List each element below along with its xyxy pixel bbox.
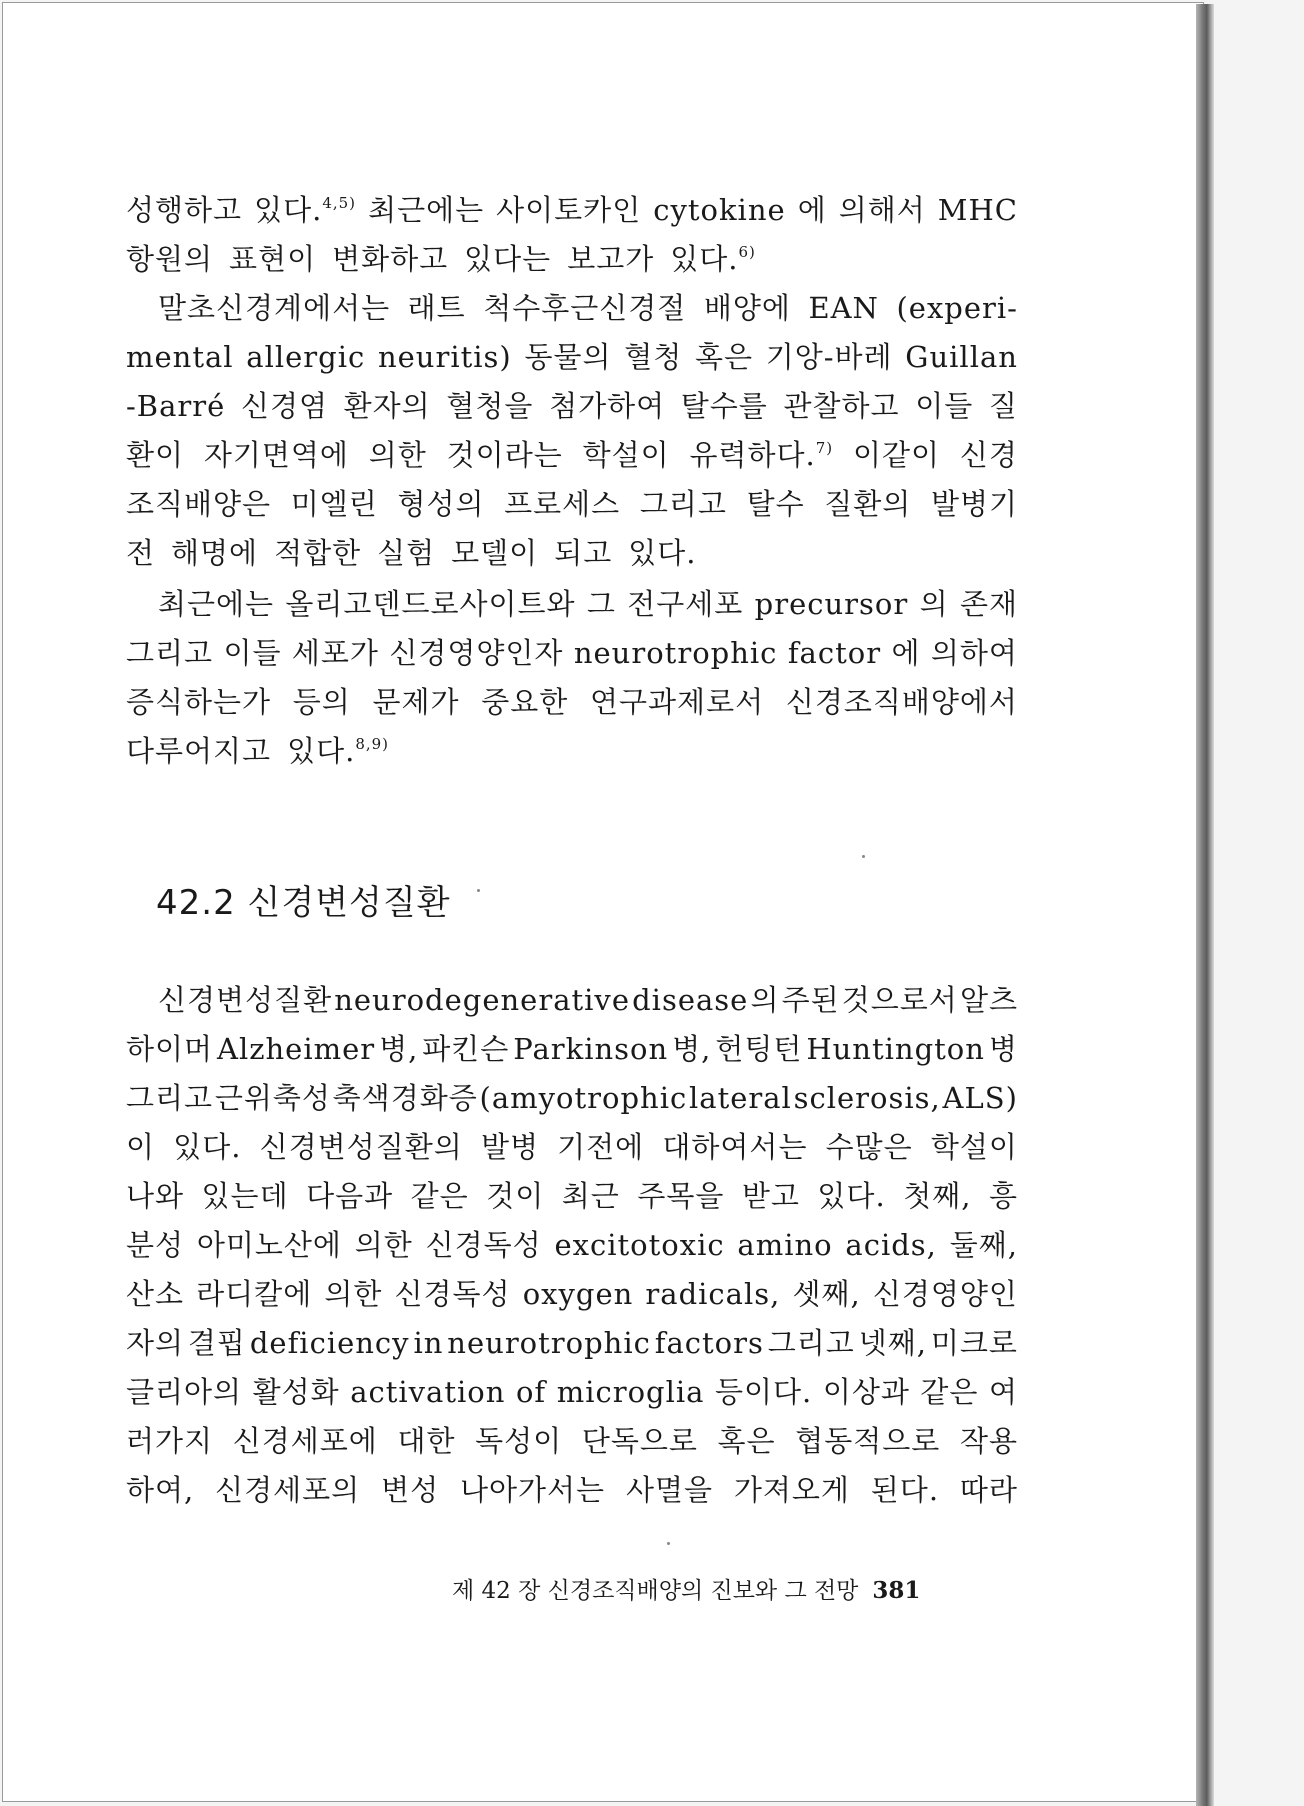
word: 주목을 [637,1179,725,1213]
text-line [126,186,1018,235]
word: 있다.$^{4,5)}$ [254,193,357,227]
word: 협동적으로 [795,1424,941,1458]
word: 다음과 [306,1179,394,1213]
word: ALS) [942,1081,1018,1115]
paragraph-4 [126,976,1018,1515]
section-heading: 42.2 신경변성질환 [156,883,451,923]
word: acids, [845,1228,937,1262]
text-line [126,1025,1018,1074]
word: 라디칼에 [196,1277,313,1311]
word: 알츠 [959,983,1018,1017]
word: 되고 [554,536,613,570]
word: 같은 [410,1179,469,1213]
text-line [126,1368,1018,1417]
word: 있다. [628,536,697,570]
page-edge-shadow [1196,4,1214,1806]
text-line [126,1270,1018,1319]
word: 등이다. [715,1375,813,1409]
word: 그리고 [639,487,727,521]
word: 유력하다.$^{7)}$ [689,438,834,472]
word: precursor [754,587,909,621]
word: 탈수를 [680,389,768,423]
word: 독성이 [475,1424,563,1458]
text-line [126,1466,1018,1515]
word: neurodegenerative [334,983,630,1017]
text-line [126,1417,1018,1466]
word: 의한 [354,1228,413,1262]
text-line [126,1074,1018,1123]
word: 이들 [223,636,282,670]
text-line [126,976,1018,1025]
word: mental [126,340,234,374]
word: 받고 [741,1179,800,1213]
word: 이같이 [853,438,941,472]
word: 전구세포 [627,587,744,621]
word: 세포가 [291,636,379,670]
word: 실험 [377,536,436,570]
word: 따라 [959,1473,1018,1507]
word: 나와 [126,1179,185,1213]
word: radicals, [645,1277,781,1311]
text-line [126,529,1018,578]
word: 사이토카인 [496,193,642,227]
word: 첨가하여 [549,389,666,423]
word: 에 [797,193,827,227]
word: of [515,1375,547,1409]
word: 여 [988,1375,1018,1409]
word: 프로세스 [504,487,621,521]
word: 있다는 [464,242,552,276]
word: 작용 [959,1424,1018,1458]
word: -Barré [126,389,226,423]
word: amino [737,1228,833,1262]
word: 분성 [126,1228,185,1262]
word: 신경변성질환 [158,983,333,1017]
text-line [126,333,1018,382]
word: 다루어지고 [126,734,272,768]
word: 파킨슨 [422,1032,510,1066]
word: 신경영양인자 [389,636,564,670]
word: 최근 [561,1179,620,1213]
word: 의한 [324,1277,383,1311]
word: 그리고 [126,1081,214,1115]
word: 것이라는 [446,438,563,472]
word: 질 [988,389,1018,423]
word: 이들 [915,389,974,423]
word: 관찰하고 [783,389,900,423]
paragraph-2 [126,284,1018,578]
word: 혹은 [717,1424,776,1458]
word: (amyotrophic [479,1081,688,1115]
scan-speck [667,1542,670,1545]
word: 형성의 [397,487,485,521]
text-line [126,580,1018,629]
word: 의하여 [930,636,1018,670]
word: 의한 [368,438,427,472]
word: 있다.$^{8,9)}$ [287,734,390,768]
word: 미크로 [930,1326,1018,1360]
word: 활성화 [252,1375,340,1409]
word: 사멸을 [625,1473,713,1507]
word: 근위축성 [214,1081,331,1115]
word: 변성 [381,1473,440,1507]
word: 환이 [126,438,185,472]
word: 것으로서 [841,983,958,1017]
word: 에 [891,636,921,670]
word: 기전에 [557,1130,645,1164]
word: 모델이 [451,536,539,570]
word: 적합한 [274,536,362,570]
word: 신경세포의 [215,1473,361,1507]
word: 의 [919,587,949,621]
word: 질환의 [824,487,912,521]
word: 최근에는 [368,193,485,227]
word: 병, [672,1032,712,1066]
word: 그리고 [767,1326,855,1360]
word: neurotrophic [573,636,778,670]
word: 의 [750,983,780,1017]
text-line [126,382,1018,431]
word: 혈청을 [446,389,534,423]
running-footer [452,1572,920,1605]
word: 등의 [292,685,351,719]
word: 산소 [126,1277,185,1311]
word: 자의 [126,1326,185,1360]
page-number: 381 [872,1577,921,1604]
word: 나아가서는 [459,1473,606,1507]
word: 하이머 [126,1032,214,1066]
word: 문제가 [372,685,460,719]
word: oxygen [522,1277,634,1311]
word: 아미노산에 [196,1228,342,1262]
word: 병, [379,1032,419,1066]
word: 가져오게 [733,1473,850,1507]
word: 탈수 [746,487,805,521]
citation: 6) [738,243,756,261]
word: Huntington [806,1032,985,1066]
word: 것이 [486,1179,545,1213]
word: sclerosis, [793,1081,941,1115]
word: 결핍 [187,1326,246,1360]
word: 있다. [173,1130,242,1164]
word: 신경독성 [394,1277,511,1311]
word: 단독으로 [581,1424,698,1458]
text-line [126,235,1018,284]
word: 기앙-바레 [765,340,893,374]
word: 이 [126,1130,156,1164]
word: 흥 [988,1179,1018,1213]
word: cytokine [653,193,786,227]
word: 있는데 [201,1179,289,1213]
word: 말초신경계에서는 [158,291,391,325]
word: 넷째, [858,1326,927,1360]
word: 하여, [126,1473,195,1507]
word: 표현이 [229,242,317,276]
word: 발병 [480,1130,539,1164]
text-line [126,284,1018,333]
word: 최근에는 [158,587,275,621]
word: 신경 [959,438,1018,472]
word: 미엘린 [290,487,378,521]
word: 전 [126,536,156,570]
word: excitotoxic [554,1228,725,1262]
word: 신경조직배양에서 [785,685,1018,719]
text-line [126,1172,1018,1221]
word: 셋째, [792,1277,861,1311]
text-line [126,431,1018,480]
word: 변화하고 [332,242,449,276]
paragraph-3 [126,580,1018,776]
word: 신경염 [240,389,328,423]
word: 신경독성 [425,1228,542,1262]
citation: 8,9) [355,735,390,753]
word: 그 [586,587,616,621]
word: 첫째, [903,1179,972,1213]
word: Parkinson [513,1032,669,1066]
word: 수많은 [825,1130,913,1164]
word: 된다. [870,1473,940,1507]
word: 그리고 [126,636,214,670]
word: MHC [937,193,1018,227]
word: 중요한 [481,685,569,719]
word: 환자의 [343,389,431,423]
word: 있다.$^{6)}$ [670,242,756,276]
word: in [413,1326,444,1360]
word: 대한 [397,1424,456,1458]
word: 래트 [407,291,466,325]
word: (experi- [896,291,1018,325]
word: 혹은 [694,340,753,374]
text-line [126,1221,1018,1270]
text-line [126,1319,1018,1368]
text-line [126,480,1018,529]
word: 존재 [959,587,1018,621]
word: 해명에 [171,536,259,570]
word: deficiency [249,1326,410,1360]
word: 축색경화증 [332,1081,478,1115]
paragraph-1 [126,186,1018,284]
word: microglia [556,1375,705,1409]
word: 조직배양은 [126,487,272,521]
chapter-title: 제 42 장 신경조직배양의 진보와 그 전망 [452,1578,859,1604]
word: 러가지 [126,1424,214,1458]
word: allergic [246,340,366,374]
word: lateral [689,1081,792,1115]
citation: 7) [815,439,834,457]
word: 같은 [920,1375,979,1409]
word: 있다. [817,1179,886,1213]
word: 주된 [781,983,840,1017]
word: 학설이 [930,1130,1018,1164]
word: Alzheimer [217,1032,376,1066]
word: 척수후근신경절 [483,291,687,325]
word: EAN [808,291,879,325]
word: 병 [988,1032,1018,1066]
word: factor [787,636,882,670]
word: Guillan [905,340,1018,374]
word: 학설이 [582,438,670,472]
word: 이상과 [822,1375,910,1409]
citation: 4,5) [322,194,357,212]
word: 배양에 [703,291,791,325]
word: disease [632,983,749,1017]
word: 대하여서는 [662,1130,808,1164]
word: activation [350,1375,506,1409]
word: factors [654,1326,764,1360]
word: 혈청 [624,340,683,374]
word: 자기면역에 [203,438,349,472]
word: 의해서 [838,193,926,227]
text-line [126,629,1018,678]
word: 신경영양인 [872,1277,1018,1311]
word: 발병기 [930,487,1018,521]
word: 올리고덴드로사이트와 [285,587,576,621]
word: 성행하고 [126,193,243,227]
word: neurotrophic [447,1326,651,1360]
text-line [126,727,1018,776]
word: 동물의 [524,340,612,374]
scan-speck [477,889,480,892]
word: 보고가 [567,242,655,276]
word: 헌팅턴 [715,1032,803,1066]
word: 둘째, [949,1228,1018,1262]
word: 증식하는가 [126,685,272,719]
word: 신경변성질환의 [259,1130,463,1164]
word: neuritis) [377,340,512,374]
word: 연구과제로서 [590,685,765,719]
text-line [126,1123,1018,1172]
word: 신경세포에 [232,1424,378,1458]
word: 항원의 [126,242,214,276]
scan-speck [862,855,865,858]
text-line [126,678,1018,727]
word: 글리아의 [126,1375,243,1409]
